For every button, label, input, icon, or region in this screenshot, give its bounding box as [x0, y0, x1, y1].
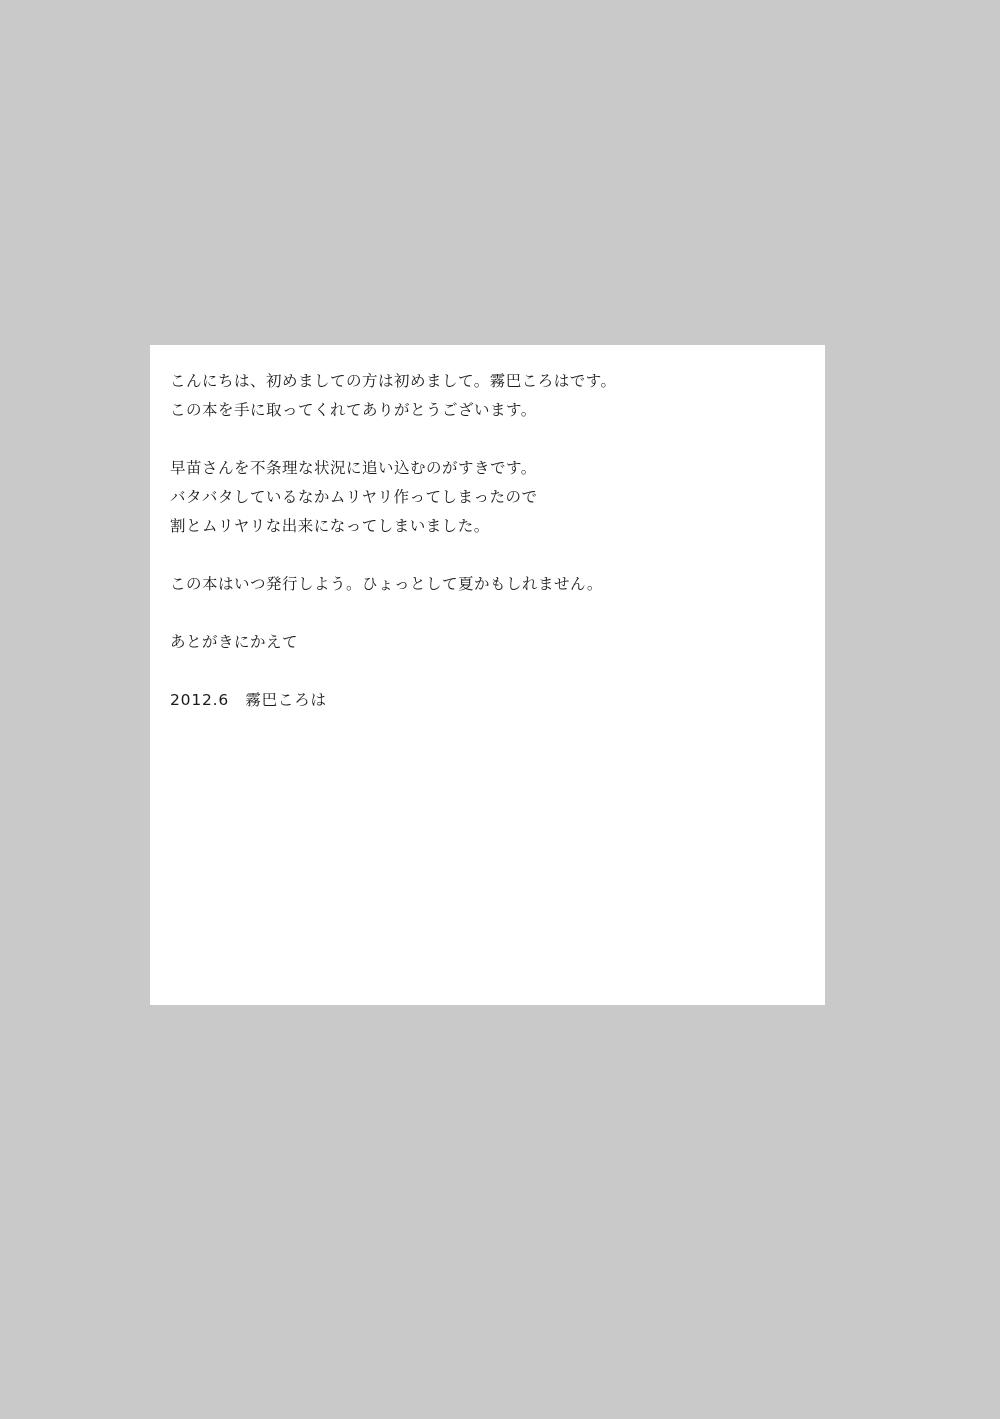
- afterword-signature: 2012.6 霧巴ころは: [170, 691, 327, 709]
- afterword-spacer: [170, 599, 807, 628]
- document-page: [150, 345, 825, 1005]
- afterword-spacer: [170, 425, 807, 454]
- afterword-line: この本を手に取ってくれてありがとうございます。: [170, 401, 537, 419]
- afterword-spacer: [170, 657, 807, 686]
- afterword-line: 割とムリヤリな出来になってしまいました。: [170, 517, 490, 535]
- afterword-closing-label: あとがきにかえて: [170, 633, 299, 651]
- afterword-spacer: [170, 541, 807, 570]
- afterword-text-block: [170, 367, 807, 715]
- afterword-line: こんにちは、初めましての方は初めまして。霧巴ころはです。: [170, 372, 617, 390]
- afterword-line: バタバタしているなかムリヤリ作ってしまったので: [170, 488, 538, 506]
- afterword-line: 早苗さんを不条理な状況に追い込むのがすきです。: [170, 459, 537, 477]
- afterword-line: この本はいつ発行しよう。ひょっとして夏かもしれません。: [170, 575, 603, 593]
